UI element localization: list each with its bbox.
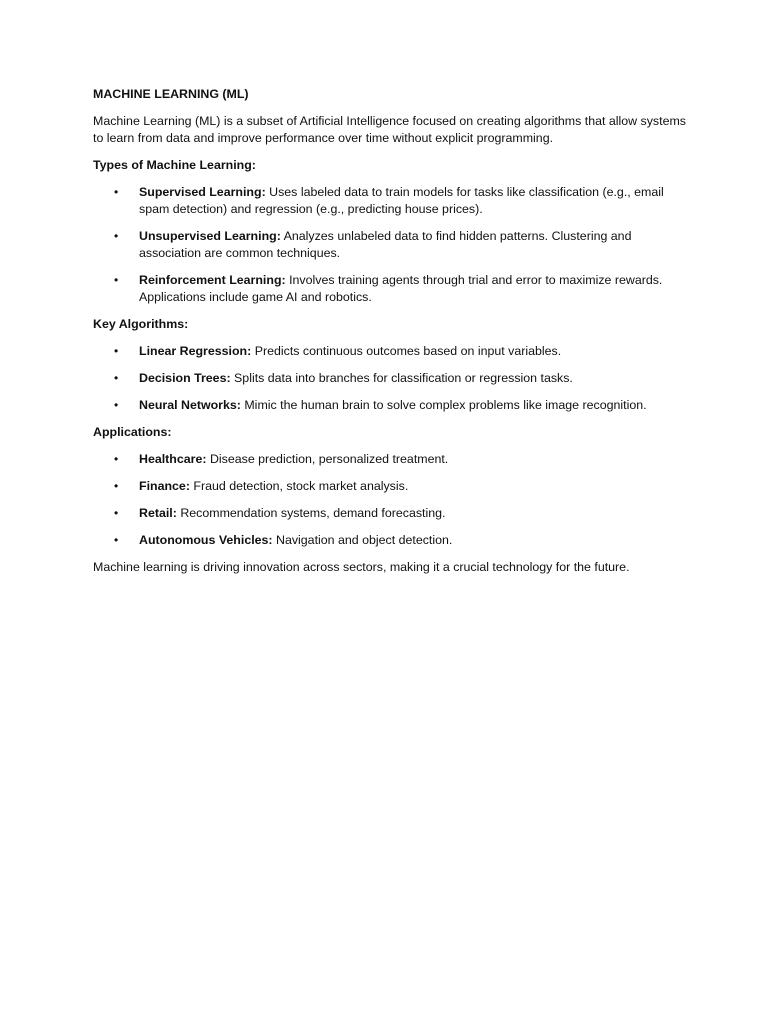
bullet-icon: • <box>114 371 119 385</box>
closing-paragraph: Machine learning is driving innovation across sectors, making it a crucial technology for the future. <box>93 560 630 574</box>
list-item <box>93 532 693 549</box>
bullet-icon: • <box>114 398 119 412</box>
item-term: Healthcare: <box>139 452 207 466</box>
list-item <box>93 397 693 414</box>
bullet-icon: • <box>114 533 119 547</box>
bullet-icon: • <box>114 273 119 287</box>
item-text: Disease prediction, personalized treatment. <box>206 452 449 466</box>
bullet-icon: • <box>114 344 119 358</box>
item-term: Decision Trees: <box>139 371 231 385</box>
list-item <box>93 478 693 495</box>
item-text: Predicts continuous outcomes based on input variables. <box>251 344 562 358</box>
list-item <box>93 451 693 468</box>
item-term: Reinforcement Learning: <box>139 273 286 287</box>
section-heading-algorithms: Key Algorithms: <box>93 317 189 331</box>
item-term: Unsupervised Learning: <box>139 229 281 243</box>
item-text: Uses labeled data to train models for tasks like classification (e.g., email spam detection) and regression (e.g., predicting house prices). <box>139 185 664 216</box>
item-text: Mimic the human brain to solve complex problems like image recognition. <box>240 398 647 412</box>
item-text: Fraud detection, stock market analysis. <box>189 479 409 493</box>
section-heading-types: Types of Machine Learning: <box>93 158 256 172</box>
item-text: Splits data into branches for classification or regression tasks. <box>230 371 573 385</box>
item-term: Linear Regression: <box>139 344 252 358</box>
intro-paragraph: Machine Learning (ML) is a subset of Artificial Intelligence focused on creating algorithms that allow systems to learn from data and improve performance over time without explicit programming. <box>93 114 686 145</box>
item-term: Neural Networks: <box>139 398 241 412</box>
bullet-icon: • <box>114 452 119 466</box>
applications-list <box>93 451 693 549</box>
item-term: Autonomous Vehicles: <box>139 533 273 547</box>
bullet-icon: • <box>114 185 119 199</box>
bullet-icon: • <box>114 479 119 493</box>
item-text: Involves training agents through trial and error to maximize rewards. Applications include game AI and robotics. <box>139 273 663 304</box>
list-item <box>93 343 693 360</box>
section-heading-applications: Applications: <box>93 425 172 439</box>
document-page <box>93 86 693 576</box>
list-item <box>93 228 693 262</box>
item-text: Analyzes unlabeled data to find hidden patterns. Clustering and association are common techniques. <box>139 229 632 260</box>
list-item <box>93 184 693 218</box>
bullet-icon: • <box>114 229 119 243</box>
types-list <box>93 184 693 306</box>
list-item <box>93 370 693 387</box>
item-text: Navigation and object detection. <box>272 533 453 547</box>
item-term: Retail: <box>139 506 177 520</box>
list-item <box>93 272 693 306</box>
item-term: Finance: <box>139 479 190 493</box>
item-text: Recommendation systems, demand forecasting. <box>176 506 446 520</box>
item-term: Supervised Learning: <box>139 185 266 199</box>
algorithms-list <box>93 343 693 414</box>
list-item <box>93 505 693 522</box>
document-title: MACHINE LEARNING (ML) <box>93 87 249 101</box>
bullet-icon: • <box>114 506 119 520</box>
